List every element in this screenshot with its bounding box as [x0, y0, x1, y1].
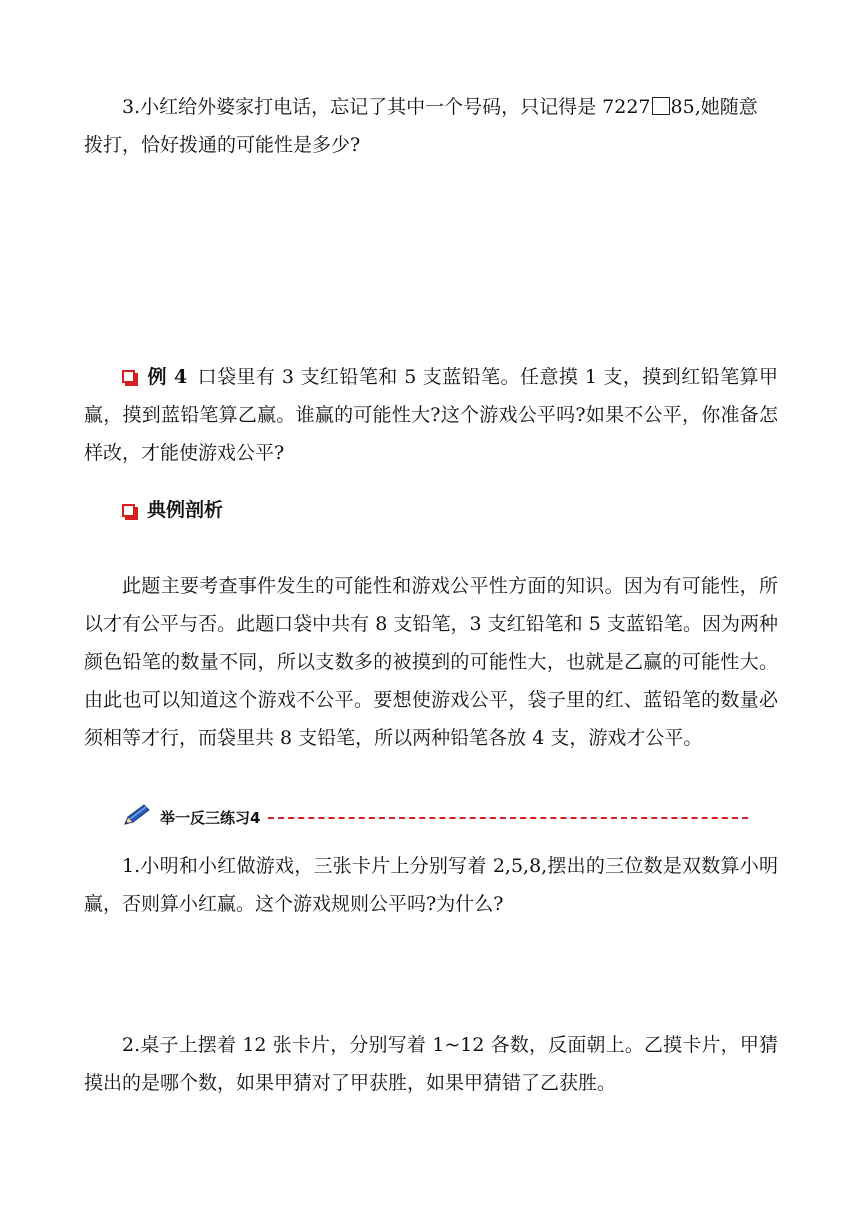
dashed-divider: [268, 817, 748, 819]
practice-header: [122, 800, 748, 834]
practice-title: 举一反三练习4: [160, 808, 261, 827]
practice-question-2: [84, 1026, 778, 1102]
square-bullet-icon: [122, 370, 135, 383]
example-4: [84, 358, 778, 472]
analysis-body: [84, 567, 778, 757]
pencil-icon: [122, 803, 152, 831]
practice-question-2-text: 2.桌子上摆着 12 张卡片，分别写着 1~12 各数，反面朝上。乙摸卡片，甲猜摸出的是哪个数，如果甲猜对了甲获胜，如果甲猜错了乙获胜。: [84, 1034, 778, 1094]
question-3-text-end: 85,她随意: [670, 96, 758, 118]
question-3-text-start: 3.小红给外婆家打电话，忘记了其中一个号码，只记得是 7227: [122, 96, 651, 118]
example-label: 例 4: [147, 366, 188, 388]
question-3-text-line2: 拨打，恰好拨通的可能性是多少?: [84, 134, 361, 156]
analysis-heading: [122, 491, 223, 529]
question-3: [84, 88, 778, 164]
square-bullet-icon: [122, 504, 135, 517]
practice-question-1: [84, 847, 778, 923]
example-text: 口袋里有 3 支红铅笔和 5 支蓝铅笔。任意摸 1 支，摸到红铅笔算甲赢，摸到蓝铅笔算乙赢。谁赢的可能性大?这个游戏公平吗?如果不公平，你准备怎样改，才能使游戏公平?: [84, 366, 778, 464]
analysis-heading-text: 典例剖析: [147, 499, 224, 521]
analysis-text: 此题主要考查事件发生的可能性和游戏公平性方面的知识。因为有可能性，所以才有公平与否。此题口袋中共有 8 支铅笔，3 支红铅笔和 5 支蓝铅笔。因为两种颜色铅笔的数量不同，所以支数多的被摸到的可能性大，也就是乙赢的可能性大。由此也可以知道这个游戏不公平。要想使游戏公平，袋子里的红、蓝铅笔的数量必须相等才行，而袋里共 8 支铅笔，所以两种铅笔各放 4 支，游戏才公平。: [84, 575, 778, 749]
practice-question-1-text: 1.小明和小红做游戏，三张卡片上分别写着 2,5,8,摆出的三位数是双数算小明赢，否则算小红赢。这个游戏规则公平吗?为什么?: [84, 855, 778, 915]
blank-box: [652, 97, 670, 115]
